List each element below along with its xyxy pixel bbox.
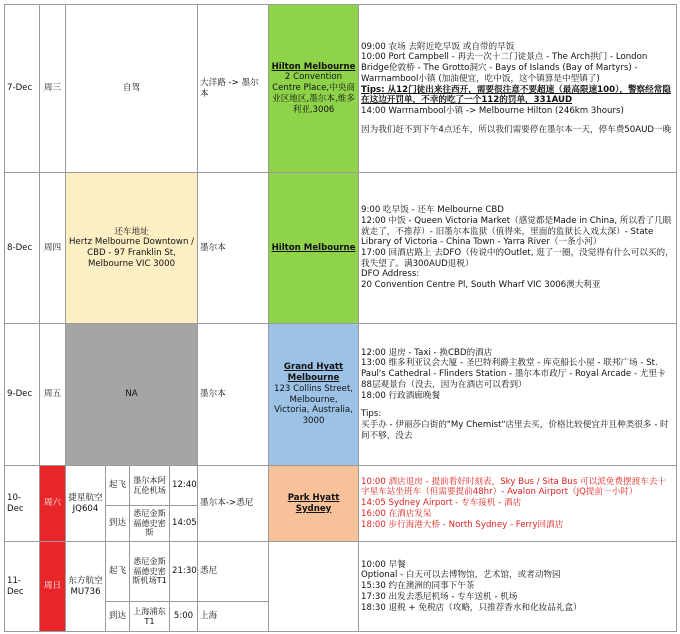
hotel-name[interactable]: Grand Hyatt Melbourne — [283, 362, 344, 384]
plan-line: Tips: — [361, 409, 382, 420]
plan-line: 16:00 在酒店发呆 — [361, 508, 432, 519]
plan-tip: Tips: 从12门徒出来往西开，需要很注意不要超速（最高限速100），警察经常隐在这边开罚单，不幸的吃了一个112的罚单，331AUD — [361, 84, 671, 106]
hotel-cell — [269, 5, 359, 173]
plan-line: 14:05 Sydney Airport - 专车接机 - 酒店 — [361, 498, 522, 509]
plan-line: 10:00 酒店退房 - 提前看好时刻表，Sky Bus / Sita Bus 可以派免费摆渡车去十字星车站坐班车（但需要提前48hr）- Avalon Airport（JQ提前一小时） — [361, 476, 667, 498]
hotel-name[interactable]: Hilton Melbourne — [271, 61, 356, 72]
arrive-airport: 悉尼金斯福德史密斯 — [130, 506, 170, 542]
arrive-label: 到达 — [106, 602, 130, 632]
plan-line: 20 Convention Centre Pl, South Wharf VIC 3006澳大利亚 — [361, 280, 601, 291]
transport-cell — [66, 173, 198, 324]
weekday-cell: 周五 — [40, 324, 66, 466]
hotel-address: 2 Convention Centre Place,中央商业区地区,墨尔本,维多利亚,3006 — [272, 72, 355, 115]
date-cell: 9-Dec — [5, 324, 40, 466]
hotel-name[interactable]: Park Hyatt Sydney — [287, 492, 340, 514]
return-car-title: 还车地址 — [114, 226, 149, 237]
plan-line: 因为我们赶不到下午4点还车，所以我们需要停在墨尔本一天，停车费50AUD一晚 — [361, 124, 672, 135]
route-cell: 墨尔本->悉尼 — [198, 466, 269, 542]
plan-line: 17:30 出发去悉尼机场 - 专车送机 - 机场 — [361, 591, 518, 602]
depart-airport: 墨尔本阿瓦伦机场 — [130, 466, 170, 506]
return-car-address: Hertz Melbourne Downtown / CBD - 97 Franklin St, Melbourne VIC 3000 — [68, 237, 195, 269]
weekday-cell: 周四 — [40, 173, 66, 324]
plan-line: 12:00 中饭 - Queen Victoria Market（感觉都是Made in China, 所以看了几眼就走了，不推荐）- 旧墨尔本监狱（值得来，里面的监狱长入戏太深）- State Library of Victoria - China Town - Yarra River（一条小河） — [361, 215, 672, 248]
plan-line: 买手办 - 伊丽莎白街的"My Chemist"店里去买，价格比较便宜并且种类很多 - 时间不够，没去 — [361, 419, 669, 441]
weekday-cell: 周日 — [40, 542, 66, 632]
plan-cell — [359, 173, 677, 324]
plan-line: 18:30 退税 + 免税店（攻略，只推荐香水和化妆品礼盒） — [361, 602, 582, 613]
flight-number: MU736 — [70, 586, 101, 597]
plan-line: 18:00 步行海港大桥 - North Sydney - Ferry回酒店 — [361, 519, 564, 530]
depart-label: 起飞 — [106, 466, 130, 506]
date-cell: 8-Dec — [5, 173, 40, 324]
plan-line: 10:00 Port Campbell - 再去一次十二门徒景点 - The Arch拱门 - London Bridge伦敦桥 - The Grotto洞穴 - Bays of Islands (Bay of Martyrs) - Warrnambool小镇 (加油便宜，吃中饭，这个镇算是中型镇了) — [361, 52, 648, 84]
spacer — [361, 117, 674, 125]
spacer — [361, 401, 674, 409]
flight-number: JQ604 — [72, 503, 99, 514]
date-cell: 7-Dec — [5, 5, 40, 173]
transport-cell: 自驾 — [66, 5, 198, 173]
plan-line: 10:00 早餐 — [361, 559, 406, 570]
plan-cell — [359, 542, 677, 632]
route-cell: 墨尔本 — [198, 173, 269, 324]
hotel-name[interactable]: Hilton Melbourne — [271, 242, 356, 253]
plan-cell — [359, 5, 677, 173]
hotel-cell — [269, 466, 359, 542]
plan-line: 09:00 农场 去附近吃早饭 或自带的早饭 — [361, 41, 515, 52]
weekday-cell: 周六 — [40, 466, 66, 542]
depart-airport: 悉尼金斯福德史密斯机场T1 — [130, 542, 170, 602]
airline-cell — [66, 542, 106, 632]
weekday-cell: 周三 — [40, 5, 66, 173]
hotel-address: 123 Collins Street, Melbourne, Victoria, Australia, 3000 — [273, 383, 354, 426]
itinerary-table — [4, 4, 677, 632]
route-cell: 上海 — [198, 602, 269, 632]
plan-line: Optional - 白天可以去博物馆，艺术馆，或者动物园 — [361, 570, 561, 581]
arrive-label: 到达 — [106, 506, 130, 542]
route-cell: 墨尔本 — [198, 324, 269, 466]
depart-time: 12:40 — [170, 466, 198, 506]
hotel-cell — [269, 173, 359, 324]
plan-line: 14:00 Warrnambool小镇 -> Melbourne Hilton (246km 3hours) — [361, 105, 624, 116]
route-cell: 悉尼 — [198, 542, 269, 602]
hotel-cell — [269, 324, 359, 466]
hotel-cell — [269, 542, 359, 632]
table-row — [5, 173, 677, 324]
plan-cell — [359, 466, 677, 542]
route-cell: 大洋路 -> 墨尔本 — [198, 5, 269, 173]
plan-line: 9:00 吃早饭 - 还车 Melbourne CBD — [361, 205, 504, 216]
arrive-time: 5:00 — [170, 602, 198, 632]
plan-line: DFO Address: — [361, 269, 420, 280]
date-cell: 10-Dec — [5, 466, 40, 542]
arrive-time: 14:05 — [170, 506, 198, 542]
depart-time: 21:30 — [170, 542, 198, 602]
table-row — [5, 5, 677, 173]
table-row — [5, 466, 677, 506]
depart-label: 起飞 — [106, 542, 130, 602]
airline-name: 东方航空 — [68, 575, 103, 586]
plan-line: 12:00 退房 - Taxi - 换CBD的酒店 — [361, 347, 493, 358]
airline-name: 捷星航空 — [68, 492, 103, 503]
transport-cell: NA — [66, 324, 198, 466]
table-row — [5, 324, 677, 466]
plan-cell — [359, 324, 677, 466]
plan-line: 18:00 行政酒廊晚餐 — [361, 390, 441, 401]
table-row — [5, 542, 677, 602]
arrive-airport: 上海浦东T1 — [130, 602, 170, 632]
plan-line: 13:00 维多利亚议会大厦 - 圣巴特利爵主教堂 - 库克船长小屋 - 联邦广场 - St. Paul's Cathedral - Flinders Station - 墨尔本市政厅 - Royal Arcade - 尤里卡88层观景台（没去，因为在酒店可以看到） — [361, 358, 666, 390]
airline-cell — [66, 466, 106, 542]
plan-line: 15:30 约在澳洲的同事下午茶 — [361, 581, 475, 592]
date-cell: 11-Dec — [5, 542, 40, 632]
plan-line: 17:00 回酒店路上 去DFO（传说中的Outlet, 逛了一圈，没觉得有什么可以买的，我失望了。满300AUD退税） — [361, 248, 674, 269]
